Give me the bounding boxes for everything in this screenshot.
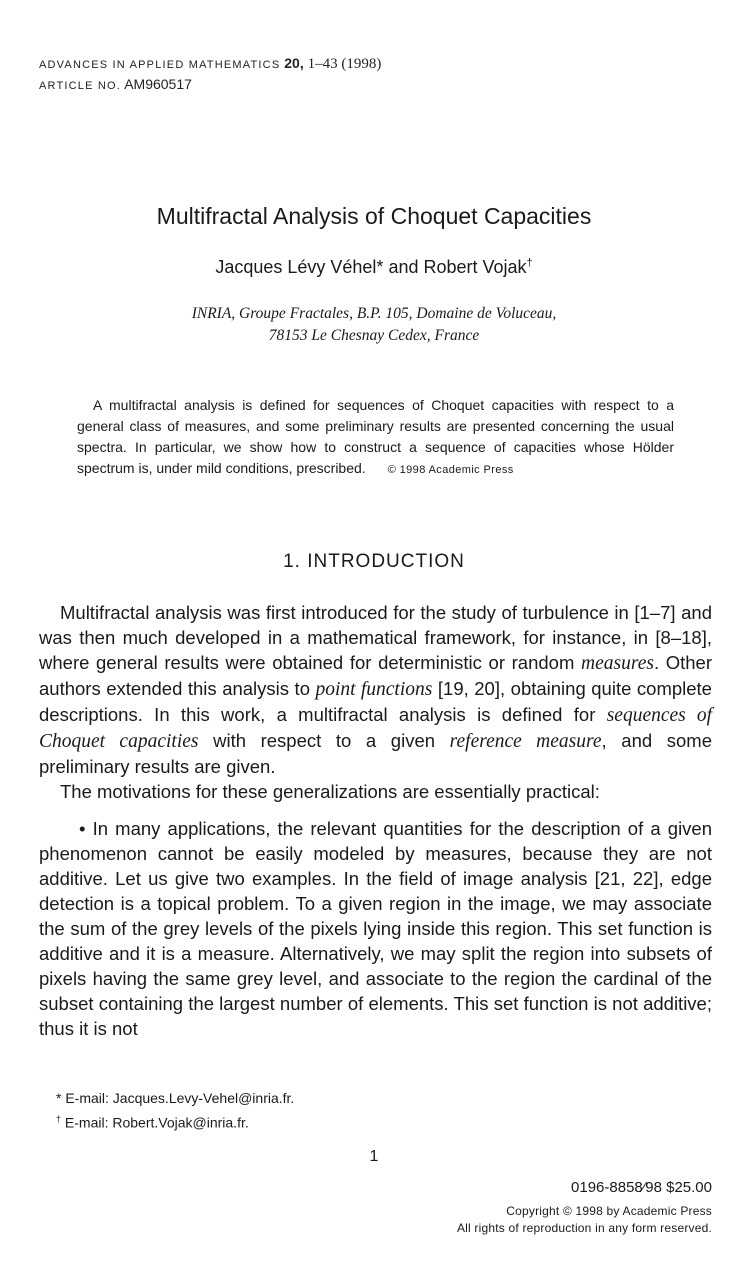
- journal-name: ADVANCES IN APPLIED MATHEMATICS: [39, 59, 281, 71]
- author-names: Jacques Lévy Véhel* and Robert Vojak: [215, 257, 527, 277]
- paragraph-2: The motivations for these generalizations are essentially practical:: [60, 781, 600, 802]
- bullet-text: In many applications, the relevant quantities for the description of a given phenomenon cannot be easily modeled by measures, because they are not additive. Let us give two examples. In the field of image analysis [21, 22], edge detection is a topical problem. To a given region in the image, we may associate the sum of the grey levels of the pixels lying inside this region. This set function is additive and it is a measure. Alternatively, we may split the region into subsets of pixels having the same grey level, and associate to the region the cardinal of the subset containing the largest number of elements. This set function is not additive; thus it is not: [39, 818, 713, 1039]
- copyright-line-2: All rights of reproduction in any form reserved.: [456, 1221, 712, 1235]
- authors: [0, 257, 748, 278]
- bullet-paragraph: [39, 816, 712, 1041]
- abstract: [77, 395, 674, 481]
- affiliation-line-2: 78153 Le Chesnay Cedex, France: [268, 327, 480, 344]
- abstract-copyright: © 1998 Academic Press: [387, 464, 514, 476]
- abstract-text: A multifractal analysis is defined for sequences of Choquet capacities with respect to a general class of measures, and some preliminary results are presented concerning the usual spectra. In particular, we show how to construct a sequence of capacities whose Hölder spectrum is, under mild conditions, prescribed.: [77, 397, 674, 476]
- dagger-mark: †: [526, 257, 533, 269]
- article-id: AM960517: [124, 76, 192, 92]
- journal-volume: 20,: [284, 55, 304, 71]
- article-label: ARTICLE NO.: [39, 80, 122, 92]
- article-number-line: [39, 76, 192, 92]
- body-text: [39, 600, 712, 1041]
- journal-header-line: [39, 55, 381, 73]
- affiliation-line-1: INRIA, Groupe Fractales, B.P. 105, Domaine de Voluceau,: [191, 305, 557, 322]
- footnote-dagger: †: [56, 1114, 62, 1124]
- footnote-1: * E-mail: Jacques.Levy-Vehel@inria.fr.: [56, 1090, 295, 1106]
- bullet-symbol: •: [79, 818, 86, 839]
- paper-title: Multifractal Analysis of Choquet Capacities: [156, 203, 592, 229]
- journal-pages-year: 1–43 (1998): [307, 56, 382, 72]
- issn-price: 0196-8858⁄98 $25.00: [571, 1179, 712, 1196]
- footnote-2: † E-mail: Robert.Vojak@inria.fr.: [56, 1114, 249, 1131]
- section-heading: 1. INTRODUCTION: [283, 551, 465, 572]
- paragraph-1: Multifractal analysis was first introduced for the study of turbulence in [1–7] and was then much developed in a mathematical framework, for instance, in [8–18], where general results were obtained for deterministic or random measures. Other authors extended this analysis to point functions [19, 20], obtaining quite complete descriptions. In this work, a multifractal analysis is defined for sequences of Choquet capacities with respect to a given reference measure, and some preliminary results are given.: [39, 602, 712, 777]
- copyright-line-1: Copyright © 1998 by Academic Press: [506, 1204, 712, 1218]
- copyright-block: [457, 1203, 712, 1237]
- page-number: 1: [369, 1148, 379, 1165]
